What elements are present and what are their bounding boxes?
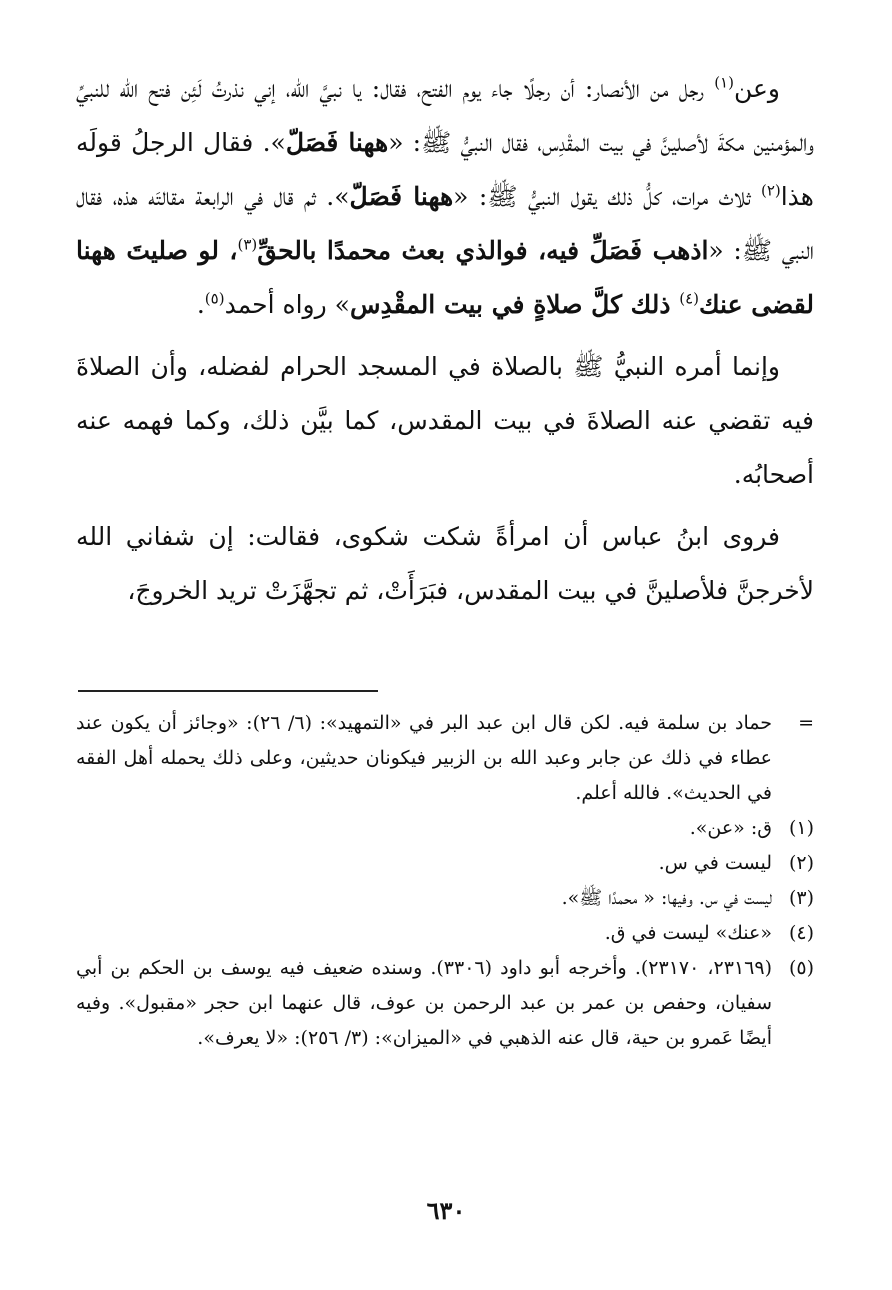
footnote-2 (76, 846, 814, 881)
footnote-reference: (١) (714, 73, 734, 92)
paragraph-ibn-abbas (76, 510, 814, 618)
footnote-5 (76, 951, 814, 1056)
text-run: ثلاث مرات، كلُّ ذلك يقول النبيُّ ﷺ: « (453, 182, 761, 211)
text-run: فروى ابنُ عباس أن امرأةً شكت شكوى، فقالت: إن شفاني الله لأخرجنَّ فلأصلينَّ في بيت المقدس، فبَرَأَتْ، ثم تجهَّزَتْ تريد الخروجَ، (76, 522, 814, 605)
footnote-text: حماد بن سلمة فيه. لكن قال ابن عبد البر في «التمهيد»: (٦/ ٢٦): «وجائز أن يكون عند عطاء في ذلك عن جابر وعبد الله بن الزبير فيكونان حديثين، وعلى ذلك يحمله أهل الفقه في الحديث». فالله أعلم. (76, 712, 772, 804)
text-run: وعن (733, 74, 780, 103)
footnote-1 (76, 811, 814, 846)
text-run: وإنما أمره النبيُّ ﷺ بالصلاة في المسجد الحرام لفضله، وأن الصلاةَ فيه تقضي عنه الصلاةَ في بيت المقدس، كما بيَّن ذلك، وكما فهمه عنه أصحابُه. (76, 352, 814, 489)
footnotes (76, 706, 814, 1056)
footnote-text: ق: «عن». (689, 817, 772, 839)
footnote-reference: (٢) (760, 181, 781, 200)
footnote-text: (٢٣١٦٩، ٢٣١٧٠). وأخرجه أبو داود (٣٣٠٦). وسنده ضعيف فيه يوسف بن الحكم بن أبي سفيان، وحفص بن عمر بن عبد الرحمن بن عوف، قال عنهما ابن حجر «مقبول». وفيه أيضًا عَمرو بن حية، قال عنه الذهبي في «الميزان»: (٣/ ٢٥٦): «لا يعرف». (76, 957, 772, 1049)
footnote-reference: (٥) (204, 289, 225, 308)
text-run: رجل من الأنصار: أن رجلًا جاء يوم الفتح، فقال: يا نبيَّ الله، إني نذرتُ لَئِن فتح الله للنبيِّ والمؤمنين مكةَ لأصلينَّ في بيت المقْدِس، فقال النبيُّ ﷺ: « (76, 74, 814, 157)
hadith-quote: ههنا فَصَلّ (349, 182, 454, 211)
text-run: » رواه أحمد (224, 290, 350, 319)
paragraph-hadith (76, 62, 814, 332)
page-body (76, 62, 814, 618)
footnote-separator (78, 690, 378, 692)
text-run: ». ثم قال في الرابعة مقالتَه هذه، فقال النبي ﷺ: « (76, 182, 814, 265)
footnote-reference: (٤) (679, 289, 699, 308)
footnote-mark: (٤) (788, 922, 814, 944)
footnote-4 (76, 916, 814, 951)
text-run: . (196, 290, 205, 319)
footnote-3 (76, 881, 814, 916)
footnote-continued (76, 706, 814, 811)
text-run: ». فقال الرجلُ قولَه هذا (76, 128, 814, 211)
hadith-quote: ، (218, 236, 238, 265)
hadith-quote: اذهب فَصَلِّ فيه، فوالذي بعث محمدًا بالحقِّ (257, 236, 709, 265)
footnote-text: ليست في س. وفيها: « محمدًا ﷺ». (561, 887, 772, 909)
page-number: ٦٣٠ (426, 1196, 466, 1225)
footnote-mark: (٣) (788, 887, 814, 909)
hadith-quote: ذلك كلَّ صلاةٍ في بيت المقْدِس (349, 290, 680, 319)
footnote-mark: (٥) (788, 957, 814, 979)
footnote-mark: (٢) (788, 852, 814, 874)
footnote-mark: (١) (788, 817, 814, 839)
footnote-mark: = (798, 712, 814, 734)
hadith-quote: ههنا فَصَلّ (285, 128, 389, 157)
hadith-quote: لو صليتَ ههنا لقضى عنك (76, 236, 814, 319)
footnote-reference: (٣) (237, 235, 258, 254)
footnote-text: ليست في س. (658, 852, 772, 874)
footnote-text: «عنك» ليست في ق. (604, 922, 772, 944)
paragraph-explanation (76, 340, 814, 502)
